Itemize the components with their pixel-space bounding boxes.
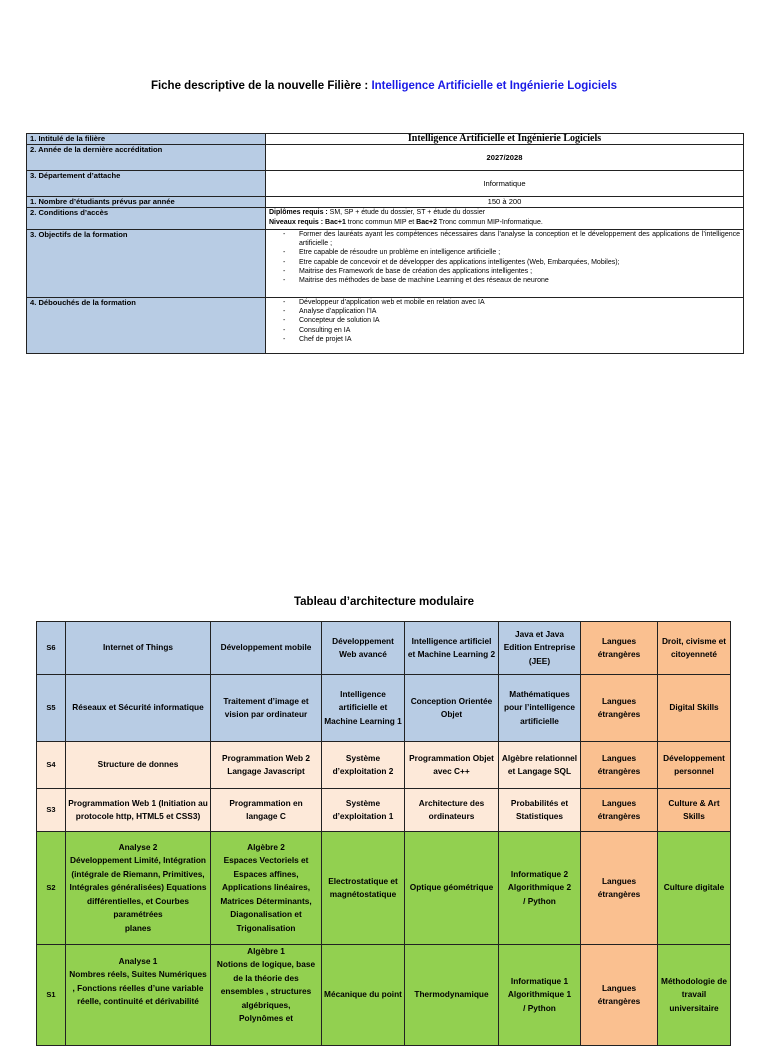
module-cell: Programmation Web 1 (Initiation au protocole http, HTML5 et CSS3) bbox=[66, 789, 211, 832]
semester-label: S1 bbox=[37, 945, 66, 1046]
module-cell-transversal: Culture & Art Skills bbox=[658, 789, 731, 832]
list-item: - Chef de projet IA bbox=[283, 335, 740, 344]
architecture-title: Tableau d’architecture modulaire bbox=[293, 596, 474, 608]
fiche-value: 2027/2028 bbox=[266, 145, 744, 171]
fiche-value: Informatique bbox=[266, 171, 744, 197]
fiche-label: 1. Nombre d’étudiants prévus par année bbox=[27, 197, 266, 208]
conditions-line-niveaux bbox=[269, 218, 740, 228]
fiche-row-debouches bbox=[27, 298, 744, 354]
debouches-list bbox=[269, 298, 740, 344]
module-cell: Informatique 1 Algorithmique 1 / Python bbox=[499, 945, 581, 1046]
module-cell-transversal: Culture digitale bbox=[658, 832, 731, 945]
module-cell: Réseaux et Sécurité informatique bbox=[66, 675, 211, 742]
module-cell: Architecture des ordinateurs bbox=[405, 789, 499, 832]
conditions-diplomes-label: Diplômes requis : bbox=[269, 209, 328, 216]
module-cell: Internet of Things bbox=[66, 622, 211, 675]
module-cell: Programmation Objet avec C++ bbox=[405, 742, 499, 789]
fiche-label: 2. Conditions d’accès bbox=[27, 208, 266, 230]
list-item: - Etre capable de concevoir et de développer des applications intelligentes (Web, Embarquées, Mobiles); bbox=[283, 258, 740, 267]
conditions-diplomes-text: SM, SP + étude du dossier, ST + étude du dossier bbox=[327, 209, 486, 216]
module-cell-transversal: Digital Skills bbox=[658, 675, 731, 742]
module-cell: Programmation Web 2 Langage Javascript bbox=[211, 742, 322, 789]
semester-row-s2 bbox=[37, 832, 731, 945]
architecture-table bbox=[36, 621, 731, 1046]
module-cell: Développement mobile bbox=[211, 622, 322, 675]
list-item: - Consulting en IA bbox=[283, 326, 740, 335]
fiche-value-objectifs bbox=[266, 230, 744, 298]
page-title bbox=[0, 80, 768, 92]
fiche-label: 3. Objectifs de la formation bbox=[27, 230, 266, 298]
module-cell: Electrostatique et magnétostatique bbox=[322, 832, 405, 945]
module-cell: Mécanique du point bbox=[322, 945, 405, 1046]
fiche-row-intitule bbox=[27, 134, 744, 145]
module-cell-langues: Langues étrangères bbox=[581, 742, 658, 789]
module-cell: Système d’exploitation 1 bbox=[322, 789, 405, 832]
module-cell: Analyse 2 Développement Limité, Intégration (intégrale de Riemann, Primitives, Intégrales généralisées) Equations différentielles, et Courbes paramétrées planes bbox=[66, 832, 211, 945]
conditions-niveaux-label: Niveaux requis : Bac+1 bbox=[269, 218, 346, 226]
module-cell: Informatique 2 Algorithmique 2 / Python bbox=[499, 832, 581, 945]
module-cell-transversal: Développement personnel bbox=[658, 742, 731, 789]
module-cell bbox=[66, 945, 211, 1046]
fiche-value-conditions bbox=[266, 208, 744, 230]
module-cell-text: Algèbre 1 Notions de logique, base de la théorie des ensembles , structures algébriques, Polynômes et bbox=[216, 946, 316, 1024]
semester-label: S4 bbox=[37, 742, 66, 789]
fiche-row-departement bbox=[27, 171, 744, 197]
module-cell: Développement Web avancé bbox=[322, 622, 405, 675]
module-cell-langues: Langues étrangères bbox=[581, 832, 658, 945]
module-cell: Intelligence artificielle et Machine Learning 1 bbox=[322, 675, 405, 742]
semester-label: S3 bbox=[37, 789, 66, 832]
fiche-row-conditions bbox=[27, 208, 744, 230]
list-item: - Etre capable de résoudre un problème en intelligence artificielle ; bbox=[283, 248, 740, 257]
fiche-row-objectifs bbox=[27, 230, 744, 298]
module-cell: Conception Orientée Objet bbox=[405, 675, 499, 742]
fiche-value-debouches bbox=[266, 298, 744, 354]
semester-row-s4 bbox=[37, 742, 731, 789]
fiche-table bbox=[26, 133, 744, 354]
module-cell-transversal: Droit, civisme et citoyenneté bbox=[658, 622, 731, 675]
semester-label: S5 bbox=[37, 675, 66, 742]
module-cell-langues: Langues étrangères bbox=[581, 622, 658, 675]
semester-row-s1 bbox=[37, 945, 731, 1046]
fiche-value: 150 à 200 bbox=[266, 197, 744, 208]
module-cell-langues: Langues étrangères bbox=[581, 945, 658, 1046]
objectifs-list bbox=[269, 230, 740, 285]
module-cell: Mathématiques pour l’intelligence artificielle bbox=[499, 675, 581, 742]
module-cell: Optique géométrique bbox=[405, 832, 499, 945]
list-item: - Analyse d’application l’IA bbox=[283, 307, 740, 316]
semester-row-s6 bbox=[37, 622, 731, 675]
fiche-label: 4. Débouchés de la formation bbox=[27, 298, 266, 354]
module-cell: Algèbre 2 Espaces Vectoriels et Espaces affines, Applications linéaires, Matrices Déterminants, Diagonalisation et Trigonalisation bbox=[211, 832, 322, 945]
list-item: - Développeur d’application web et mobile en relation avec IA bbox=[283, 298, 740, 307]
module-cell-text: Analyse 1 Nombres réels, Suites Numériques , Fonctions réelles d’une variable réelle, continuité et dérivabilité bbox=[69, 956, 207, 1007]
list-item: - Concepteur de solution IA bbox=[283, 316, 740, 325]
conditions-niveaux-bac2: Bac+2 bbox=[416, 218, 437, 226]
module-cell: Intelligence artificiel et Machine Learning 2 bbox=[405, 622, 499, 675]
fiche-value: Intelligence Artificielle et Ingénierie Logiciels bbox=[266, 134, 744, 145]
list-item: - Maitrise des Framework de base de création des applications intelligentes ; bbox=[283, 267, 740, 276]
list-item: - Former des lauréats ayant les compétences nécessaires dans l’analyse la conception et le développement des applications de l’intelligence artificielle ; bbox=[283, 230, 740, 248]
fiche-label: 3. Département d’attache bbox=[27, 171, 266, 197]
fiche-row-effectif bbox=[27, 197, 744, 208]
module-cell-langues: Langues étrangères bbox=[581, 675, 658, 742]
fiche-label: 2. Année de la dernière accréditation bbox=[27, 145, 266, 171]
module-cell-langues: Langues étrangères bbox=[581, 789, 658, 832]
list-item: - Maitrise des méthodes de base de machine Learning et des réseaux de neurone bbox=[283, 276, 740, 285]
module-cell: Probabilités et Statistiques bbox=[499, 789, 581, 832]
module-cell-transversal: Méthodologie de travail universitaire bbox=[658, 945, 731, 1046]
semester-row-s3 bbox=[37, 789, 731, 832]
module-cell: Système d’exploitation 2 bbox=[322, 742, 405, 789]
conditions-niveaux-text2: Tronc commun MIP-Informatique. bbox=[436, 218, 543, 226]
module-cell bbox=[211, 945, 322, 1046]
page-title-accent: Intelligence Artificielle et Ingénierie Logiciels bbox=[371, 80, 618, 92]
conditions-line-diplomes bbox=[269, 208, 740, 218]
module-cell: Programmation en langage C bbox=[211, 789, 322, 832]
semester-label: S2 bbox=[37, 832, 66, 945]
module-cell: Java et Java Edition Entreprise (JEE) bbox=[499, 622, 581, 675]
module-cell: Algèbre relationnel et Langage SQL bbox=[499, 742, 581, 789]
fiche-row-accreditation bbox=[27, 145, 744, 171]
fiche-label: 1. Intitulé de la filière bbox=[27, 134, 266, 145]
module-cell: Structure de donnes bbox=[66, 742, 211, 789]
page-title-prefix: Fiche descriptive de la nouvelle Filière : bbox=[150, 80, 372, 92]
module-cell: Thermodynamique bbox=[405, 945, 499, 1046]
conditions-niveaux-text: tronc commun MIP et bbox=[345, 218, 417, 226]
module-cell: Traitement d’image et vision par ordinateur bbox=[211, 675, 322, 742]
semester-row-s5 bbox=[37, 675, 731, 742]
semester-label: S6 bbox=[37, 622, 66, 675]
